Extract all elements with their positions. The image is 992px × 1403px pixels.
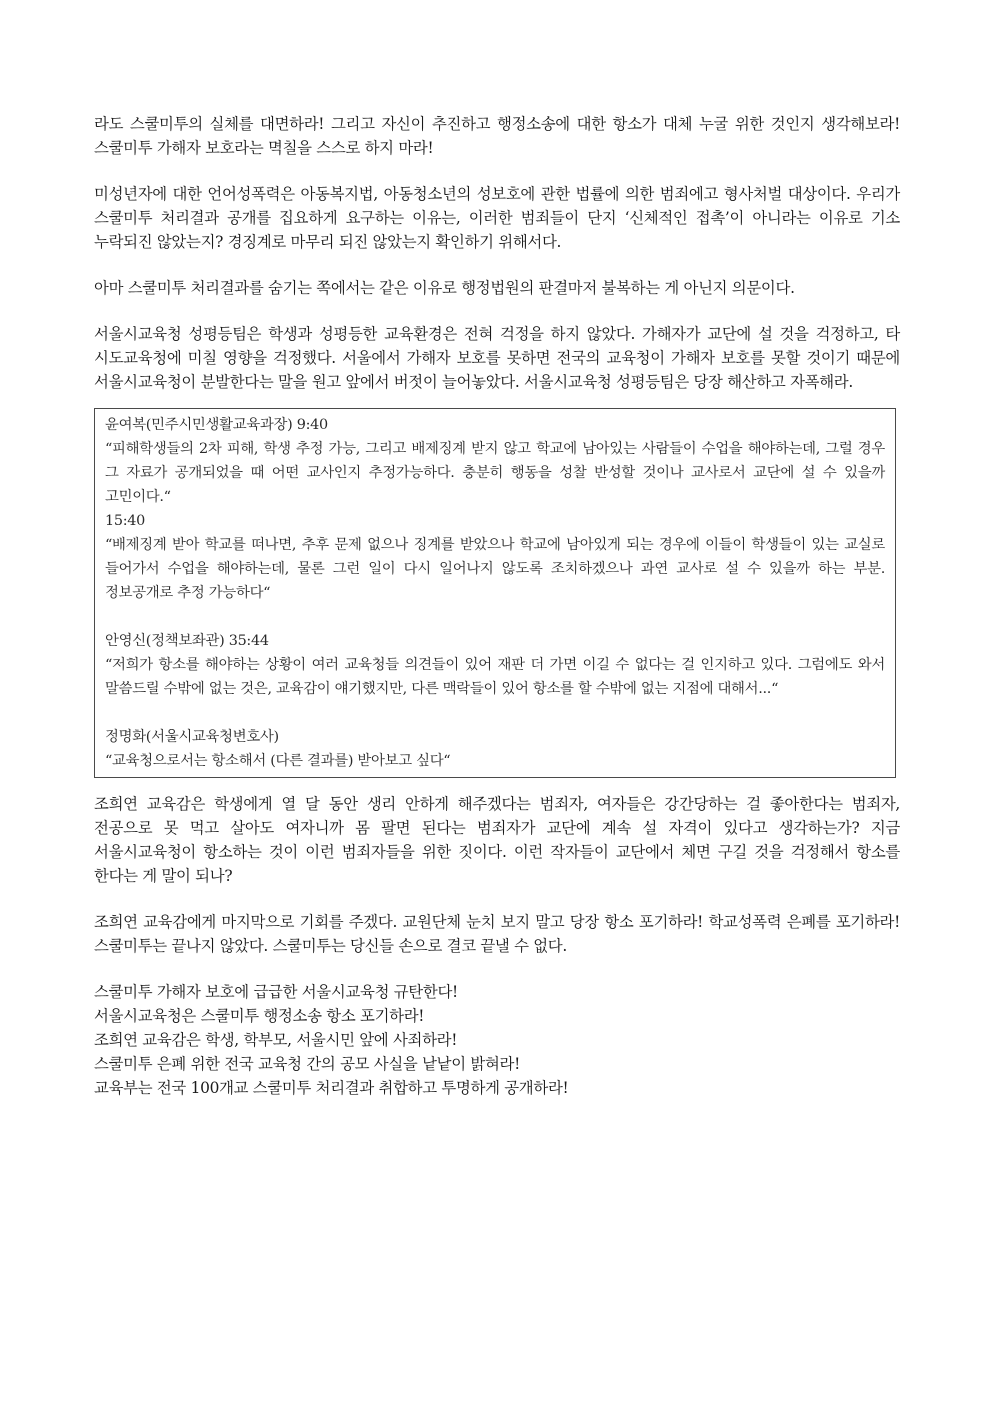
paragraph: 라도 스쿨미투의 실체를 대면하라! 그리고 자신이 추진하고 행정소송에 대한 항소가 대체 누굴 위한 것인지 생각해보라! 스쿨미투 가해자 보호라는 멱칠을 스스로 하지 마라! [94, 115, 900, 157]
quote-text: “저희가 항소를 해야하는 상황이 여러 교육청들 의견들이 있어 재판 더 가면 이길 수 없다는 걸 인지하고 있다. 그럼에도 와서 말씀드릴 수밖에 없는 것은, 교육감이 얘기했지만, 다른 맥락들이 있어 항소를 할 수밖에 없는 지점에 대해서...“ [105, 657, 885, 697]
slogan-line: 서울시교육청은 스쿨미투 행정소송 항소 포기하라! [94, 1007, 425, 1025]
quote-text: “피해학생들의 2차 피해, 학생 추정 가능, 그리고 배제징계 받지 않고 학교에 남아있는 사람들이 수업을 해야하는데, 그럴 경우 그 자료가 공개되었을 때 어떤 교사인지 추정가능하다. 충분히 행동을 성찰 반성할 것이나 교사로서 교단에 설 수 있을까 고민이다.“ [105, 441, 885, 505]
slogan-line: 조희연 교육감은 학생, 학부모, 서울시민 앞에 사죄하라! [94, 1031, 458, 1049]
quote-box [94, 408, 896, 778]
document-page [94, 112, 900, 1100]
paragraph: 조희연 교육감은 학생에게 열 달 동안 생리 안하게 해주겠다는 범죄자, 여자들은 강간당하는 걸 좋아한다는 범죄자, 전공으로 못 먹고 살아도 여자니까 몸 팔면 된다는 범죄자가 교단에 계속 설 자격이 있다고 생각하는가? 지금 서울시교육청이 항소하는 것이 이런 범죄자들을 위한 짓이다. 이런 작자들이 교단에서 체면 구길 것을 걱정해서 항소를 한다는 게 말이 되나? [94, 795, 900, 885]
quote-text: “교육청으로서는 항소해서 (다른 결과를) 받아보고 싶다“ [105, 753, 451, 769]
slogan-line: 스쿨미투 은폐 위한 전국 교육청 간의 공모 사실을 낱낱이 밝혀라! [94, 1055, 520, 1073]
quote-speaker: 윤여복(민주시민생활교육과장) 9:40 [105, 417, 328, 433]
quote-speaker: 안영신(정책보좌관) 35:44 [105, 633, 269, 649]
quote-spacer [105, 701, 885, 725]
quote-speaker: 정명화(서울시교육청변호사) [105, 729, 279, 745]
slogan-line: 교육부는 전국 100개교 스쿨미투 처리결과 취합하고 투명하게 공개하라! [94, 1079, 569, 1097]
quote-spacer [105, 605, 885, 629]
paragraph: 조희연 교육감에게 마지막으로 기회를 주겠다. 교원단체 눈치 보지 말고 당장 항소 포기하라! 학교성폭력 은폐를 포기하라! 스쿨미투는 끝나지 않았다. 스쿨미투는 당신들 손으로 결코 끝낼 수 없다. [94, 913, 900, 955]
paragraph: 서울시교육청 성평등팀은 학생과 성평등한 교육환경은 전혀 걱정을 하지 않았다. 가해자가 교단에 설 것을 걱정하고, 타 시도교육청에 미칠 영향을 걱정했다. 서울에서 가해자 보호를 못하면 전국의 교육청이 가해자 보호를 못할 것이기 때문에 서울시교육청이 분발한다는 말을 원고 앞에서 버젓이 늘어놓았다. 서울시교육청 성평등팀은 당장 해산하고 자폭해라. [94, 325, 900, 391]
quote-timestamp: 15:40 [105, 513, 145, 529]
paragraph: 미성년자에 대한 언어성폭력은 아동복지법, 아동청소년의 성보호에 관한 법률에 의한 범죄에고 형사처벌 대상이다. 우리가 스쿨미투 처리결과 공개를 집요하게 요구하는 이유는, 이러한 범죄들이 단지 ‘신체적인 접촉’이 아니라는 이유로 기소 누락되진 않았는지? 경징계로 마무리 되진 않았는지 확인하기 위해서다. [94, 185, 900, 251]
paragraph: 아마 스쿨미투 처리결과를 숨기는 쪽에서는 같은 이유로 행정법원의 판결마저 불복하는 게 아닌지 의문이다. [94, 279, 795, 297]
slogan-line: 스쿨미투 가해자 보호에 급급한 서울시교육청 규탄한다! [94, 983, 458, 1001]
quote-text: “배제징계 받아 학교를 떠나면, 추후 문제 없으나 징계를 받았으나 학교에 남아있게 되는 경우에 이들이 학생들이 있는 교실로 들어가서 수업을 해야하는데, 물론 그런 일이 다시 일어나지 않도록 조치하겠으나 과연 교사로 설 수 있을까 하는 부분. 정보공개로 추정 가능하다“ [105, 537, 885, 601]
slogan-list [94, 980, 900, 1100]
